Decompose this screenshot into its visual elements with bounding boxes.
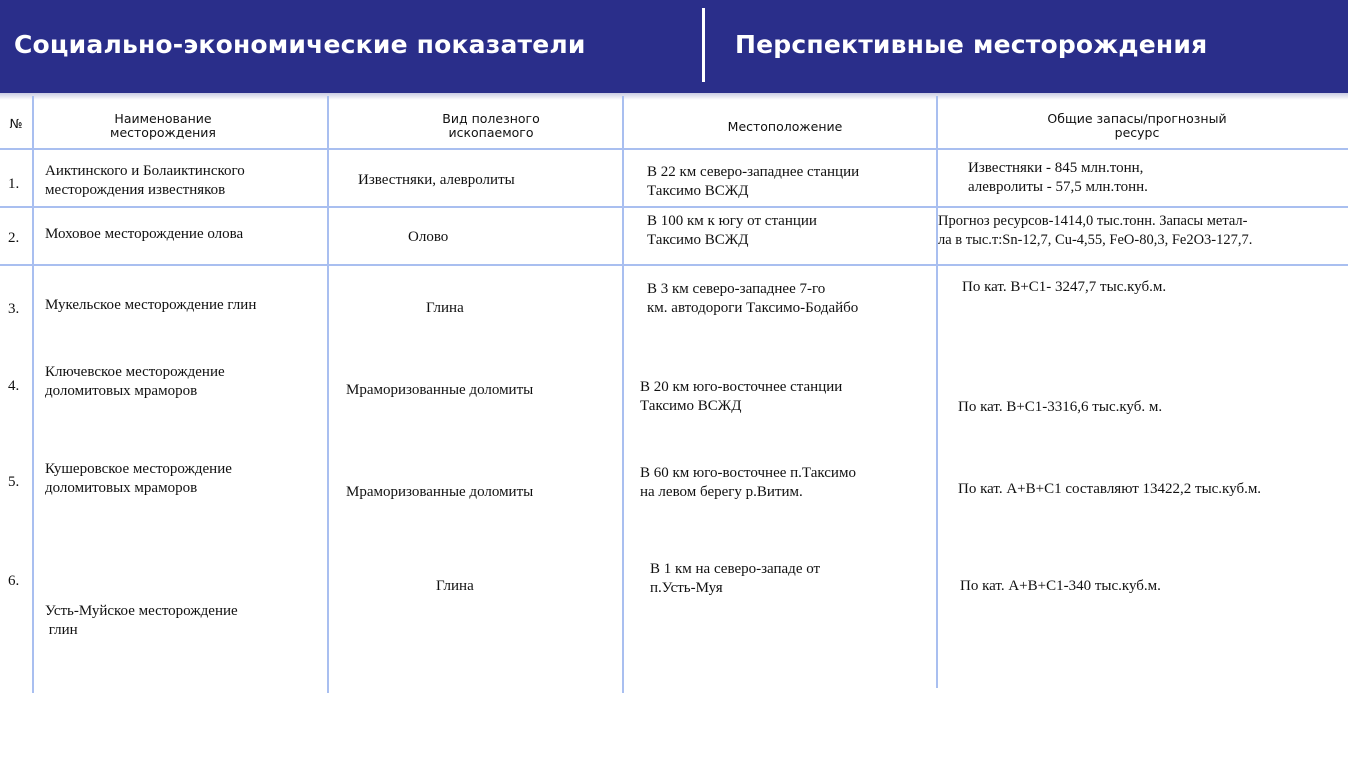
grid-line <box>936 96 938 688</box>
mineral-type: Глина <box>436 578 474 594</box>
column-header-reserves: Общие запасы/прогнозный ресурс <box>1047 111 1227 140</box>
location: В 22 км северо-западнее станции Таксимо ВСЖД <box>647 164 860 199</box>
location: В 1 км на северо-западе от п.Усть-Муя <box>650 561 821 596</box>
column-header-location: Местоположение <box>727 119 843 134</box>
deposit-name: Усть-Муйское месторождение глин <box>45 603 238 638</box>
grid-line <box>622 96 624 693</box>
reserves: По кат. А+В+С1 составляют 13422,2 тыс.куб.м. <box>958 481 1262 497</box>
grid-line <box>0 148 1348 150</box>
location: В 100 км к югу от станции Таксимо ВСЖД <box>647 213 817 248</box>
column-header-mineral: Вид полезного ископаемого <box>442 111 540 140</box>
row-number: 1. <box>8 176 20 192</box>
mineral-type: Мраморизованные доломиты <box>346 484 534 500</box>
row-number: 5. <box>8 474 20 490</box>
page-header <box>0 0 1348 93</box>
deposit-name: Ключевское месторождение доломитовых мраморов <box>45 364 225 399</box>
grid-line <box>0 206 1348 208</box>
header-title-socioeconomic[interactable]: Социально-экономические показатели <box>14 30 586 59</box>
location: В 60 км юго-восточнее п.Таксимо на левом берегу р.Витим. <box>640 465 856 500</box>
mineral-type: Олово <box>408 229 449 245</box>
reserves: Известняки - 845 млн.тонн, алевролиты - 57,5 млн.тонн. <box>968 160 1148 195</box>
header-shadow <box>0 93 1348 100</box>
location: В 20 км юго-восточнее станции Таксимо ВСЖД <box>640 379 843 414</box>
reserves: По кат. В+С1- 3247,7 тыс.куб.м. <box>962 279 1167 295</box>
row-number: 4. <box>8 378 20 394</box>
deposit-name: Моховое месторождение олова <box>45 226 244 242</box>
mineral-type: Глина <box>426 300 464 316</box>
deposit-name: Мукельское месторождение глин <box>45 297 257 313</box>
location: В 3 км северо-западнее 7-го км. автодороги Таксимо-Бодайбо <box>647 281 859 316</box>
reserves: По кат. А+В+С1-340 тыс.куб.м. <box>960 578 1161 594</box>
grid-line <box>0 264 1348 266</box>
mineral-type: Известняки, алевролиты <box>358 172 515 188</box>
column-header-name: Наименование месторождения <box>110 111 216 140</box>
reserves: По кат. В+С1-3316,6 тыс.куб. м. <box>958 399 1163 415</box>
grid-line <box>327 96 329 693</box>
reserves: Прогноз ресурсов-1414,0 тыс.тонн. Запасы метал- ла в тыс.т:Sn-12,7, Cu-4,55, FeO-80,3, Fe2O3-127,7. <box>938 213 1253 248</box>
column-header-number: № <box>9 116 23 131</box>
deposit-name: Кушеровское месторождение доломитовых мраморов <box>45 461 232 496</box>
header-divider <box>702 8 705 82</box>
row-number: 6. <box>8 573 20 589</box>
deposit-name: Аиктинского и Болаиктинского месторождения известняков <box>45 163 245 198</box>
mineral-type: Мраморизованные доломиты <box>346 382 534 398</box>
header-title-deposits[interactable]: Перспективные месторождения <box>735 30 1208 59</box>
row-number: 3. <box>8 301 20 317</box>
grid-line <box>32 96 34 693</box>
row-number: 2. <box>8 230 20 246</box>
